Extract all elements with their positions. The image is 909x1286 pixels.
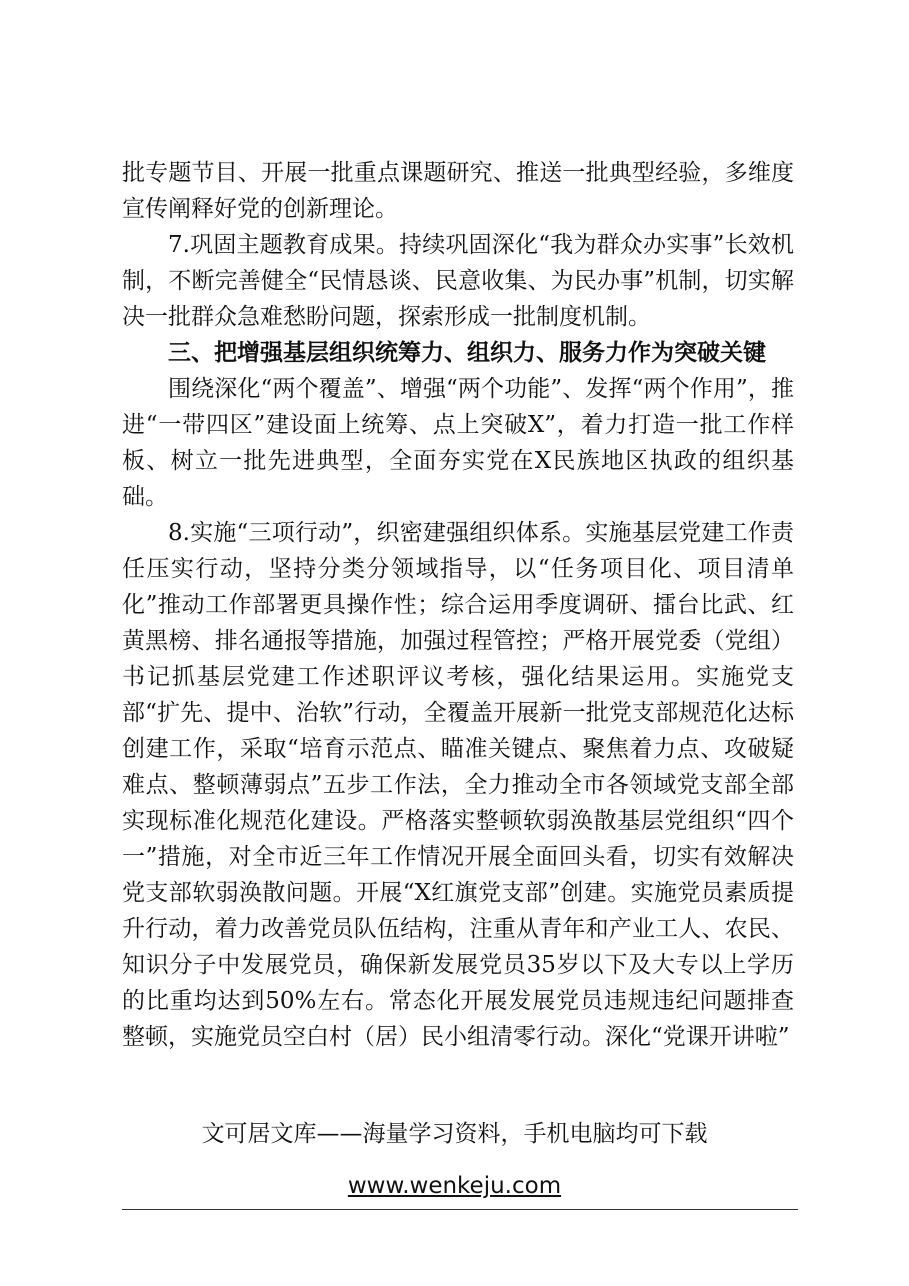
paragraph-item-8: 8.实施“三项行动”，织密建强组织体系。实施基层党建工作责任压实行动，坚持分类分领域指导，以“任务项目化、项目清单化”推动工作部署更具操作性；综合运用季度调研、擂台比武、红黄黑榜、排名通报等措施，加强过程管控；严格开展党委（党组）书记抓基层党建工作述职评议考核，强化结果运用。实施党支部“扩先、提中、治软”行动，全覆盖开展新一批党支部规范化达标创建工作，采取“培育示范点、瞄准关键点、聚焦着力点、攻破疑难点、整顿薄弱点”五步工作法，全力推动全市各领域党支部全部实现标准化规范化建设。严格落实整顿软弱涣散基层党组织“四个一”措施，对全市近三年工作情况开展全面回头看，切实有效解决党支部软弱涣散问题。开展“X红旗党支部”创建。实施党员素质提升行动，着力改善党员队伍结构，注重从青年和产业工人、农民、知识分子中发展党员，确保新发展党员35岁以下及大专以上学历的比重均达到50%左右。常态化开展发展党员违规违纪问题排查整顿，实施党员空白村（居）民小组清零行动。深化“党课开讲啦” xyxy=(122,520,794,1050)
paragraph-item-7: 7.巩固主题教育成果。持续巩固深化“我为群众办实事”长效机制，不断完善健全“民情恳谈、民意收集、为民办事”机制，切实解决一批群众急难愁盼问题，探索形成一批制度机制。 xyxy=(122,232,794,330)
paragraph-section-intro: 围绕深化“两个覆盖”、增强“两个功能”、发挥“两个作用”，推进“一带四区”建设面上统筹、点上突破X”，着力打造一批工作样板、树立一批先进典型，全面夯实党在X民族地区执政的组织基础。 xyxy=(122,376,794,510)
footer-divider xyxy=(122,1209,798,1210)
footer-title: 文可居文库——海量学习资料，手机电脑均可下载 xyxy=(201,1121,708,1147)
paragraph-continuation: 批专题节目、开展一批重点课题研究、推送一批典型经验，多维度宣传阐释好党的创新理论。 xyxy=(122,160,794,222)
section-heading-3: 三、把增强基层组织统筹力、组织力、服务力作为突破关键 xyxy=(168,340,766,366)
footer-url-link[interactable]: www.wenkeju.com xyxy=(347,1173,562,1199)
document-body xyxy=(122,155,794,1055)
